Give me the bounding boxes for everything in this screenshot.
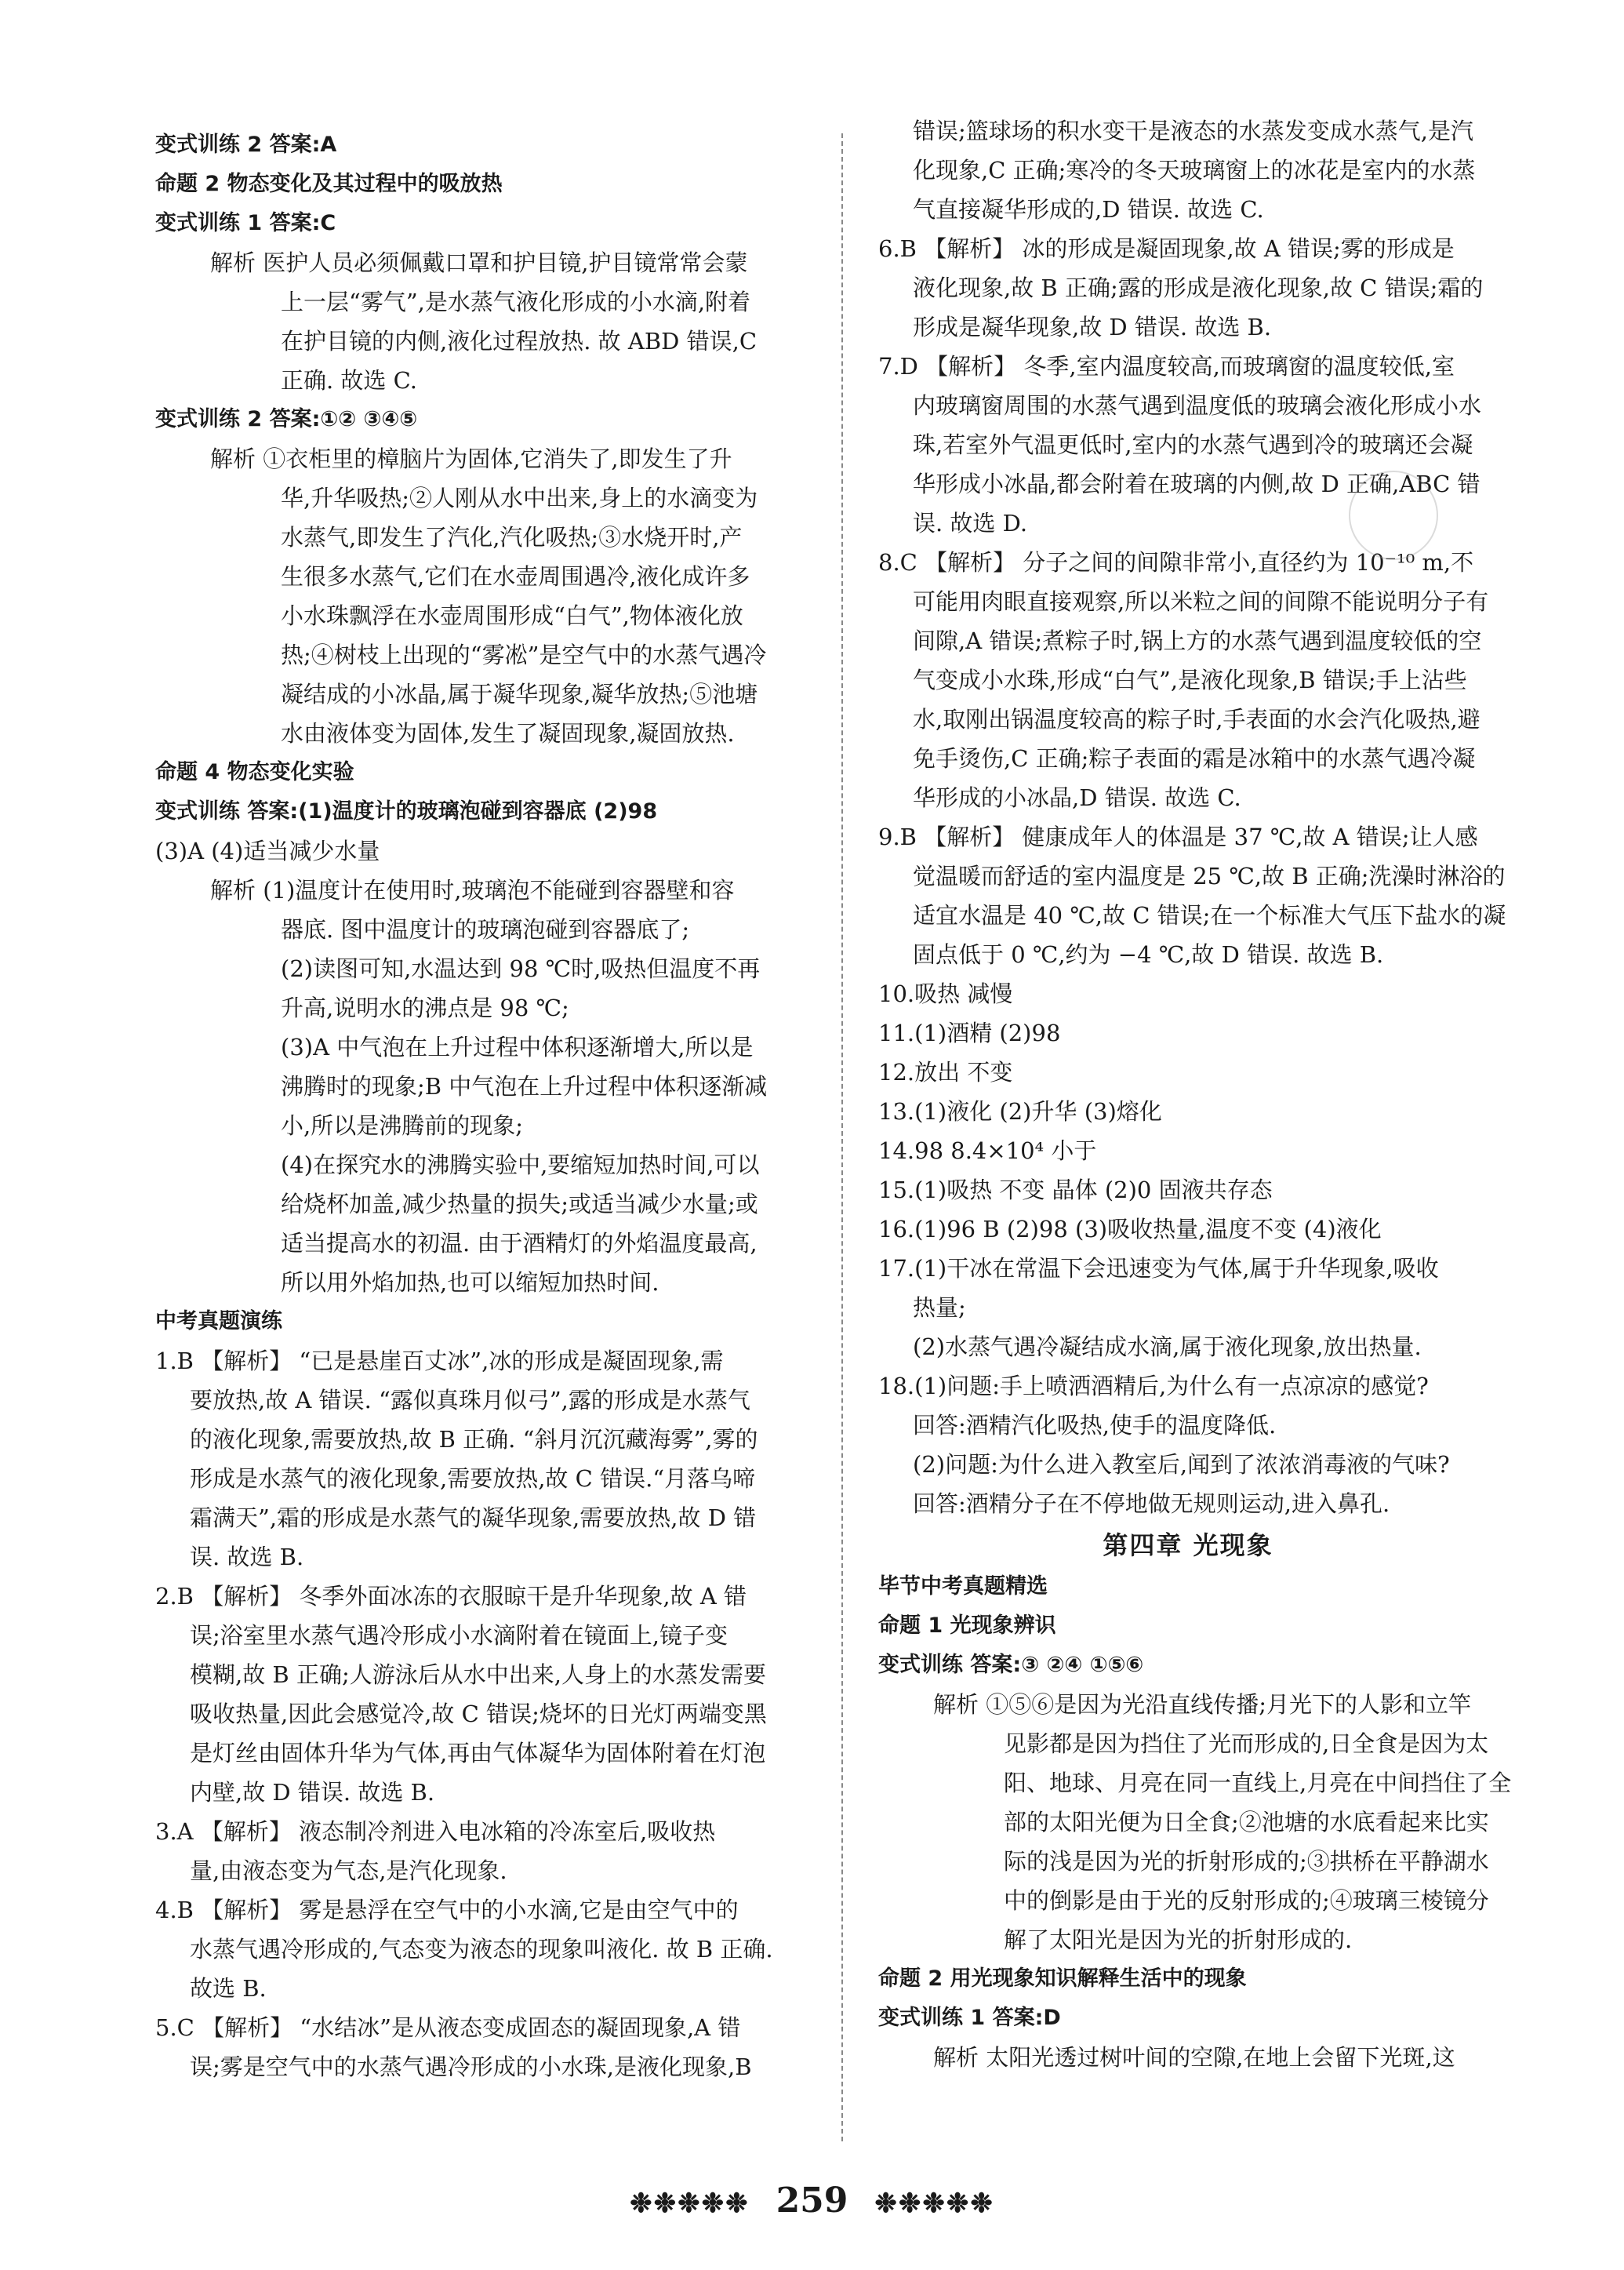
text-line: 误. 故选 D. (913, 510, 1028, 537)
text-line: 11.(1)酒精 (2)98 (878, 1020, 1061, 1046)
text-line: 凝结成的小冰晶,属于凝华现象,凝华放热;⑤池塘 (281, 681, 758, 708)
text-line: 所以用外焰加热,也可以缩短加热时间. (281, 1269, 659, 1296)
text-line: 变式训练 答案:(1)温度计的玻璃泡碰到容器底 (2)98 (155, 799, 658, 824)
footer-ornament-right: ❉❉❉❉❉ (874, 2188, 994, 2219)
text-line: 命题 2 用光现象知识解释生活中的现象 (878, 1966, 1247, 1991)
text-line: 17.(1)干冰在常温下会迅速变为气体,属于升华现象,吸收 (878, 1255, 1439, 1282)
text-line: 3.A 【解析】 液态制冷剂进入电冰箱的冷冻室后,吸收热 (155, 1818, 716, 1845)
text-line: 升高,说明水的沸点是 98 ℃; (281, 995, 569, 1021)
text-line: 命题 1 光现象辨识 (878, 1613, 1056, 1638)
text-line: 7.D 【解析】 冬季,室内温度较高,而玻璃窗的温度较低,室 (878, 353, 1455, 380)
text-line: 小,所以是沸腾前的现象; (281, 1112, 523, 1139)
text-line: 误;雾是空气中的水蒸气遇冷形成的小水珠,是液化现象,B (190, 2054, 752, 2080)
text-line: 水,取刚出锅温度较高的粽子时,手表面的水会汽化吸热,避 (913, 706, 1480, 733)
text-line: 珠,若室外气温更低时,室内的水蒸气遇到冷的玻璃还会凝 (913, 431, 1473, 458)
text-line: (2)问题:为什么进入教室后,闻到了浓浓消毒液的气味? (913, 1451, 1450, 1478)
page-number: 259 (776, 2181, 848, 2221)
text-line: 气直接凝华形成的,D 错误. 故选 C. (913, 196, 1264, 223)
text-line: 形成是凝华现象,故 D 错误. 故选 B. (913, 314, 1272, 340)
text-line: 9.B 【解析】 健康成年人的体温是 37 ℃,故 A 错误;让人感 (878, 824, 1478, 850)
text-line: 变式训练 1 答案:C (155, 211, 336, 235)
text-line: 水由液体变为固体,发生了凝固现象,凝固放热. (281, 720, 735, 747)
footer-ornament-left: ❉❉❉❉❉ (630, 2188, 750, 2219)
text-line: 给烧杯加盖,减少热量的损失;或适当减少水量;或 (281, 1191, 758, 1217)
text-line: 际的浅是因为光的折射形成的;③拱桥在平静湖水 (1004, 1848, 1489, 1875)
text-line: 内玻璃窗周围的水蒸气遇到温度低的玻璃会液化形成小水 (913, 392, 1482, 419)
text-line: 解析 太阳光透过树叶间的空隙,在地上会留下光斑,这 (933, 2044, 1455, 2071)
text-line: 化现象,C 正确;寒冷的冬天玻璃窗上的冰花是室内的水蒸 (913, 157, 1476, 184)
text-line: 中考真题演练 (155, 1309, 282, 1333)
text-line: 热;④树枝上出现的“雾凇”是空气中的水蒸气遇冷 (281, 642, 767, 668)
text-line: 5.C 【解析】 “水结冰”是从液态变成固态的凝固现象,A 错 (155, 2014, 741, 2041)
text-line: 在护目镜的内侧,液化过程放热. 故 ABD 错误,C (281, 328, 758, 355)
text-line: 18.(1)问题:手上喷洒酒精后,为什么有一点凉凉的感觉? (878, 1373, 1429, 1399)
text-line: (3)A 中气泡在上升过程中体积逐渐增大,所以是 (281, 1034, 754, 1060)
text-line: 故选 B. (190, 1975, 267, 2002)
text-line: 模糊,故 B 正确;人游泳后从水中出来,人身上的水蒸发需要 (190, 1661, 766, 1688)
text-line: 误;浴室里水蒸气遇冷形成小水滴附着在镜面上,镜子变 (190, 1622, 728, 1649)
text-line: 液化现象,故 B 正确;露的形成是液化现象,故 C 错误;霜的 (913, 275, 1484, 301)
watermark-stamp (1349, 471, 1438, 560)
page-footer (0, 2181, 1624, 2221)
text-line: 沸腾时的现象;B 中气泡在上升过程中体积逐渐减 (281, 1073, 768, 1100)
text-line: 4.B 【解析】 雾是悬浮在空气中的小水滴,它是由空气中的 (155, 1897, 739, 1923)
text-line: 小水珠飘浮在水壶周围形成“白气”,物体液化放 (281, 602, 743, 629)
text-line: 形成是水蒸气的液化现象,需要放热,故 C 错误.“月落乌啼 (190, 1465, 756, 1492)
right-column (878, 111, 1512, 2077)
text-line: (2)水蒸气遇冷凝结成水滴,属于液化现象,放出热量. (913, 1333, 1422, 1360)
text-line: 命题 2 物态变化及其过程中的吸放热 (155, 172, 503, 196)
text-line: 生很多水蒸气,它们在水壶周围遇冷,液化成许多 (281, 563, 750, 590)
text-line: (4)在探究水的沸腾实验中,要缩短加热时间,可以 (281, 1151, 760, 1178)
text-line: 华,升华吸热;②人刚从水中出来,身上的水滴变为 (281, 485, 758, 511)
text-line: 免手烫伤,C 正确;粽子表面的霜是冰箱中的水蒸气遇冷凝 (913, 745, 1476, 772)
text-line: 量,由液态变为气态,是汽化现象. (190, 1857, 507, 1884)
text-line: 上一层“雾气”,是水蒸气液化形成的小水滴,附着 (281, 289, 751, 315)
text-line: (2)读图可知,水温达到 98 ℃时,吸热但温度不再 (281, 955, 761, 982)
text-line: 错误;篮球场的积水变干是液态的水蒸发变成水蒸气,是汽 (913, 118, 1473, 144)
text-line: 毕节中考真题精选 (878, 1574, 1048, 1599)
text-line: 适当提高水的初温. 由于酒精灯的外焰温度最高, (281, 1230, 758, 1257)
text-line: 变式训练 2 答案:A (155, 133, 337, 157)
text-line: 水蒸气,即发生了汽化,汽化吸热;③水烧开时,产 (281, 524, 743, 551)
text-line: 华形成的小冰晶,D 错误. 故选 C. (913, 784, 1241, 811)
text-line: 变式训练 答案:③ ②④ ①⑤⑥ (878, 1653, 1144, 1677)
text-line: 见影都是因为挡住了光而形成的,日全食是因为太 (1004, 1730, 1489, 1757)
text-line: 水蒸气遇冷形成的,气态变为液态的现象叫液化. 故 B 正确. (190, 1936, 773, 1963)
text-line: 12.放出 不变 (878, 1059, 1013, 1086)
text-line: 间隙,A 错误;煮粽子时,锅上方的水蒸气遇到温度较低的空 (913, 628, 1482, 654)
text-line: 解了太阳光是因为光的折射形成的. (1004, 1926, 1353, 1953)
text-line: 可能用肉眼直接观察,所以米粒之间的间隙不能说明分子有 (913, 588, 1489, 615)
text-line: 部的太阳光便为日全食;②池塘的水底看起来比实 (1004, 1809, 1489, 1835)
text-line: 气变成小水珠,形成“白气”,是液化现象,B 错误;手上沾些 (913, 667, 1467, 693)
text-line: 的液化现象,需要放热,故 B 正确. “斜月沉沉藏海雾”,雾的 (190, 1426, 758, 1453)
text-line: 正确. 故选 C. (281, 367, 418, 394)
text-line: (3)A (4)适当减少水量 (155, 838, 380, 864)
text-line: 解析 ①⑤⑥是因为光沿直线传播;月光下的人影和立竿 (933, 1691, 1471, 1718)
text-line: 固点低于 0 ℃,约为 −4 ℃,故 D 错误. 故选 B. (913, 941, 1384, 968)
text-line: 华形成小冰晶,都会附着在玻璃的内侧,故 D 正确,ABC 错 (913, 471, 1480, 497)
text-line: 15.(1)吸热 不变 晶体 (2)0 固液共存态 (878, 1177, 1273, 1203)
text-line: 8.C 【解析】 分子之间的间隙非常小,直径约为 10⁻¹⁰ m,不 (878, 549, 1474, 576)
left-column (155, 126, 822, 2086)
text-line: 觉温暖而舒适的室内温度是 25 ℃,故 B 正确;洗澡时淋浴的 (913, 863, 1506, 889)
text-line: 吸收热量,因此会感觉冷,故 C 错误;烧坏的日光灯两端变黑 (190, 1701, 767, 1727)
text-line: 6.B 【解析】 冰的形成是凝固现象,故 A 错误;雾的形成是 (878, 235, 1455, 262)
text-line: 要放热,故 A 错误. “露似真珠月似弓”,露的形成是水蒸气 (190, 1387, 750, 1413)
column-divider (841, 133, 843, 2141)
text-line: 阳、地球、月亮在同一直线上,月亮在中间挡住了全 (1004, 1770, 1512, 1796)
text-line: 误. 故选 B. (190, 1544, 304, 1570)
text-line: 解析 医护人员必须佩戴口罩和护目镜,护目镜常常会蒙 (210, 249, 748, 276)
text-line: 变式训练 1 答案:D (878, 2006, 1061, 2030)
text-line: 霜满天”,霜的形成是水蒸气的凝华现象,需要放热,故 D 错 (190, 1504, 757, 1531)
text-line: 内壁,故 D 错误. 故选 B. (190, 1779, 435, 1806)
text-line: 变式训练 2 答案:①② ③④⑤ (155, 407, 418, 431)
text-line: 回答:酒精分子在不停地做无规则运动,进入鼻孔. (913, 1490, 1390, 1517)
text-line: 2.B 【解析】 冬季外面冰冻的衣服晾干是升华现象,故 A 错 (155, 1583, 747, 1610)
text-line: 适宜水温是 40 ℃,故 C 错误;在一个标准大气压下盐水的凝 (913, 902, 1506, 929)
text-line: 第四章 光现象 (1103, 1530, 1273, 1560)
text-line: 中的倒影是由于光的反射形成的;④玻璃三棱镜分 (1004, 1887, 1489, 1914)
text-line: 10.吸热 减慢 (878, 980, 1013, 1007)
text-line: 解析 (1)温度计在使用时,玻璃泡不能碰到容器壁和容 (210, 877, 735, 904)
text-line: 13.(1)液化 (2)升华 (3)熔化 (878, 1098, 1162, 1125)
text-line: 16.(1)96 B (2)98 (3)吸收热量,温度不变 (4)液化 (878, 1216, 1382, 1242)
text-line: 解析 ①衣柜里的樟脑片为固体,它消失了,即发生了升 (210, 446, 732, 472)
text-line: 是灯丝由固体升华为气体,再由气体凝华为固体附着在灯泡 (190, 1740, 766, 1766)
text-line: 1.B 【解析】 “已是悬崖百丈冰”,冰的形成是凝固现象,需 (155, 1348, 724, 1374)
text-line: 热量; (913, 1294, 966, 1321)
text-line: 器底. 图中温度计的玻璃泡碰到容器底了; (281, 916, 690, 943)
text-line: 回答:酒精汽化吸热,使手的温度降低. (913, 1412, 1277, 1439)
text-line: 命题 4 物态变化实验 (155, 760, 354, 784)
text-line: 14.98 8.4×10⁴ 小于 (878, 1137, 1097, 1164)
